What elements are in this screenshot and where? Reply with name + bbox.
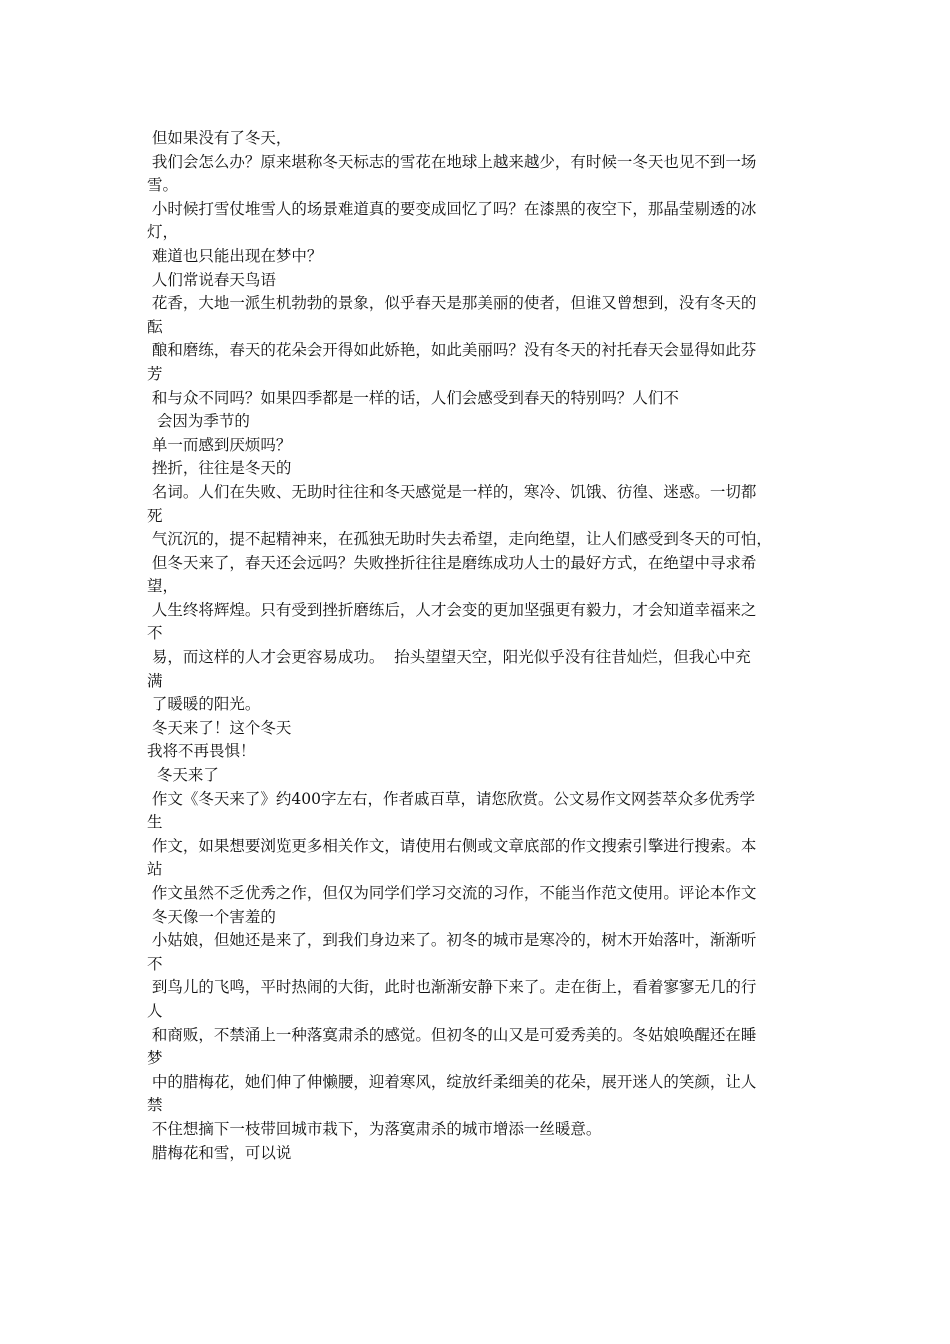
text-line: 会因为季节的	[147, 412, 250, 431]
text-line: 站	[147, 860, 163, 879]
text-line: 冬天像一个害羞的	[147, 907, 276, 926]
text-line: 不	[147, 954, 163, 973]
text-line: 名词。人们在失败、无助时往往和冬天感觉是一样的，寒冷、饥饿、彷徨、迷惑。一切都	[147, 482, 757, 501]
text-line: 中的腊梅花，她们伸了伸懒腰，迎着寒风，绽放纤柔细美的花朵，展开迷人的笑颜，让人	[147, 1072, 757, 1091]
text-line: 作文，如果想要浏览更多相关作文，请使用右侧或文章底部的作文搜索引擎进行搜索。本	[147, 836, 757, 855]
text-line: 气沉沉的，提不起精神来，在孤独无助时失去希望，走向绝望，让人们感受到冬天的可怕，	[147, 530, 772, 549]
text-line: 但冬天来了，春天还会远吗？失败挫折往往是磨练成功人士的最好方式，在绝望中寻求希	[147, 553, 757, 572]
text-line: 作文《冬天来了》约400字左右，作者戚百草，请您欣赏。公文易作文网荟萃众多优秀学	[147, 789, 756, 808]
text-line: 我将不再畏惧！	[147, 742, 256, 761]
text-line: 作文虽然不乏优秀之作，但仅为同学们学习交流的习作，不能当作范文使用。评论本作文	[147, 884, 757, 902]
text-line: 芳	[147, 364, 163, 383]
text-line: 我们会怎么办？原来堪称冬天标志的雪花在地球上越来越少，有时候一冬天也见不到一场	[147, 152, 757, 171]
text-line: 到鸟儿的飞鸣，平时热闹的大街，此时也渐渐安静下来了。走在街上，看着寥寥无几的行	[147, 978, 757, 997]
text-line: 禁	[147, 1096, 163, 1115]
text-line: 人	[147, 1001, 163, 1020]
text-line: 灯，	[147, 223, 179, 242]
text-line: 难道也只能出现在梦中？	[147, 246, 323, 265]
text-line: 雪。	[147, 176, 179, 195]
text-line: 不住想摘下一枝带回城市栽下，为落寞肃杀的城市增添一丝暖意。	[147, 1119, 602, 1138]
text-line: 和商贩，不禁涌上一种落寞肃杀的感觉。但初冬的山又是可爱秀美的。冬姑娘唤醒还在睡	[147, 1025, 757, 1044]
text-line: 望，	[147, 577, 179, 596]
text-line: 不	[147, 624, 163, 643]
text-line: 了暖暖的阳光。	[147, 695, 261, 714]
text-line: 满	[147, 671, 163, 690]
document-body-text	[147, 127, 817, 1165]
text-line: 死	[147, 506, 163, 525]
text-line: 冬天来了！这个冬天	[147, 718, 292, 737]
text-line: 小姑娘，但她还是来了，到我们身边来了。初冬的城市是寒冷的，树木开始落叶，渐渐听	[147, 931, 757, 950]
text-line: 和与众不同吗？如果四季都是一样的话，人们会感受到春天的特别吗？人们不	[147, 388, 679, 407]
text-line: 生	[147, 813, 163, 832]
text-line: 腊梅花和雪，可以说	[147, 1143, 292, 1162]
text-line: 花香，大地一派生机勃勃的景象，似乎春天是那美丽的使者，但谁又曾想到，没有冬天的	[147, 294, 757, 313]
text-line: 人生终将辉煌。只有受到挫折磨练后，人才会变的更加坚强更有毅力，才会知道幸福来之	[147, 600, 757, 619]
text-line: 冬天来了	[147, 766, 219, 785]
text-line: 小时候打雪仗堆雪人的场景难道真的要变成回忆了吗？在漆黑的夜空下，那晶莹剔透的冰	[147, 199, 757, 218]
text-line: 梦	[147, 1049, 163, 1068]
text-line: 但如果没有了冬天，	[147, 129, 292, 147]
text-line: 人们常说春天鸟语	[147, 270, 276, 289]
text-line: 单一而感到厌烦吗？	[147, 435, 292, 454]
text-line: 易，而这样的人才会更容易成功。 抬头望望天空，阳光似乎没有往昔灿烂，但我心中充	[147, 648, 751, 667]
text-line: 酿和磨练，春天的花朵会开得如此娇艳，如此美丽吗？没有冬天的衬托春天会显得如此芬	[147, 341, 757, 360]
text-line: 酝	[147, 317, 163, 336]
text-line: 挫折，往往是冬天的	[147, 459, 292, 478]
